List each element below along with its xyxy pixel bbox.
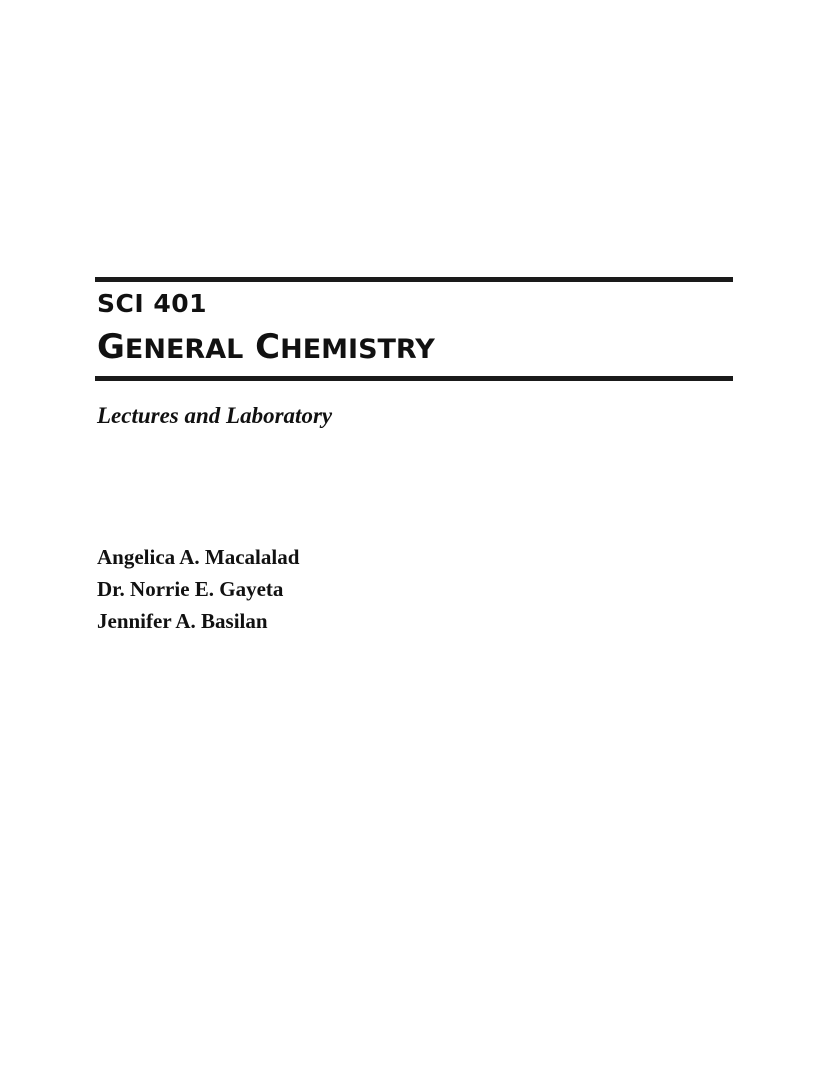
course-title-hemistry: HEMISTRY <box>280 334 435 365</box>
course-title-g: G <box>97 327 125 367</box>
list-item: Dr. Norrie E. Gayeta <box>97 577 284 601</box>
course-title-c: C <box>255 327 281 367</box>
document-subtitle: Lectures and Laboratory <box>97 403 333 428</box>
title-bottom-rule <box>95 376 733 381</box>
course-title-eneral: ENERAL <box>124 334 244 365</box>
course-title-space <box>243 327 255 367</box>
author-list <box>97 541 299 637</box>
list-item: Angelica A. Macalalad <box>97 545 300 569</box>
title-block <box>95 277 733 381</box>
list-item: Jennifer A. Basilan <box>97 609 268 633</box>
title-top-rule <box>95 277 733 282</box>
course-code: SCI 401 <box>97 289 208 318</box>
course-title <box>97 327 733 367</box>
